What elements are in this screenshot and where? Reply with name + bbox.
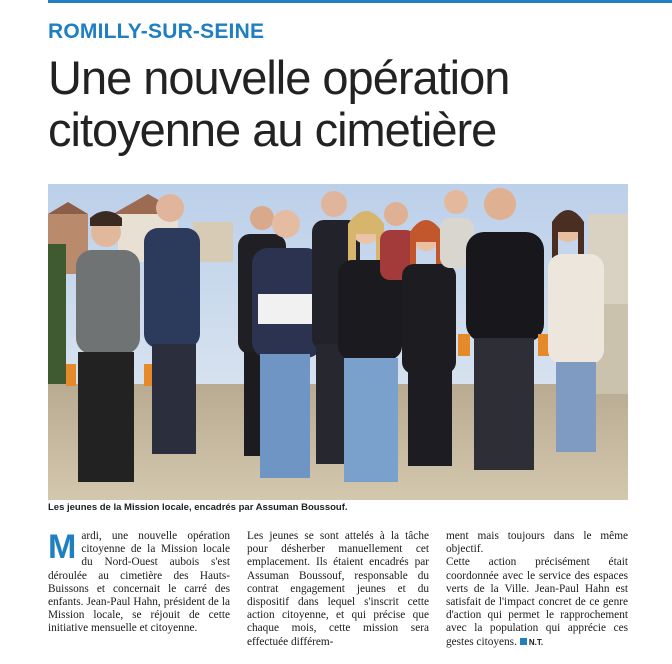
author-initials: N.T. bbox=[528, 637, 544, 647]
headline bbox=[48, 52, 648, 156]
column-1-text: ardi, une nouvelle opération citoyenne de la Mission locale du Nord-Ouest aubois s'est déroulée au cimetière des Hauts-Buissons et concernait le carré des enfants. Jean-Paul Hahn, président de la Mission locale, se réjouit de cette initiative mensuelle et citoyenne. bbox=[48, 530, 230, 635]
headline-line-1: Une nouvelle opération bbox=[48, 51, 510, 104]
dropcap: M bbox=[48, 528, 77, 566]
group-photo bbox=[48, 184, 628, 500]
top-rule bbox=[48, 0, 672, 3]
article-column-2 bbox=[247, 530, 429, 649]
column-3-paragraph-2: Cette action précisément était coordonnée avec le service des espaces verts de la Ville. Jean-Paul Hahn est satisfait de l'impact concret de ce genre d'action qui permet le rapprochement avec la population qui apprécie ces gestes citoyens. bbox=[446, 556, 628, 648]
column-2-text: Les jeunes se sont attelés à la tâche pour désherber manuellement cet emplacement. Ils étaient encadrés par Assuman Boussouf, responsable du contrat engagement jeunes et du dispositif dans lequel s'inscrit cette action citoyenne, et qui précise que chaque mois, cette mission sera effectuée différem- bbox=[247, 530, 429, 648]
article-column-1 bbox=[48, 530, 230, 636]
headline-line-2: citoyenne au cimetière bbox=[48, 103, 497, 156]
end-mark-square bbox=[520, 638, 527, 645]
photo-caption: Les jeunes de la Mission locale, encadrés par Assuman Boussouf. bbox=[48, 502, 348, 513]
kicker-location: ROMILLY-SUR-SEINE bbox=[48, 20, 265, 43]
column-3-paragraph-1: ment mais toujours dans le même objectif. bbox=[446, 530, 628, 556]
article-column-3 bbox=[446, 530, 628, 649]
